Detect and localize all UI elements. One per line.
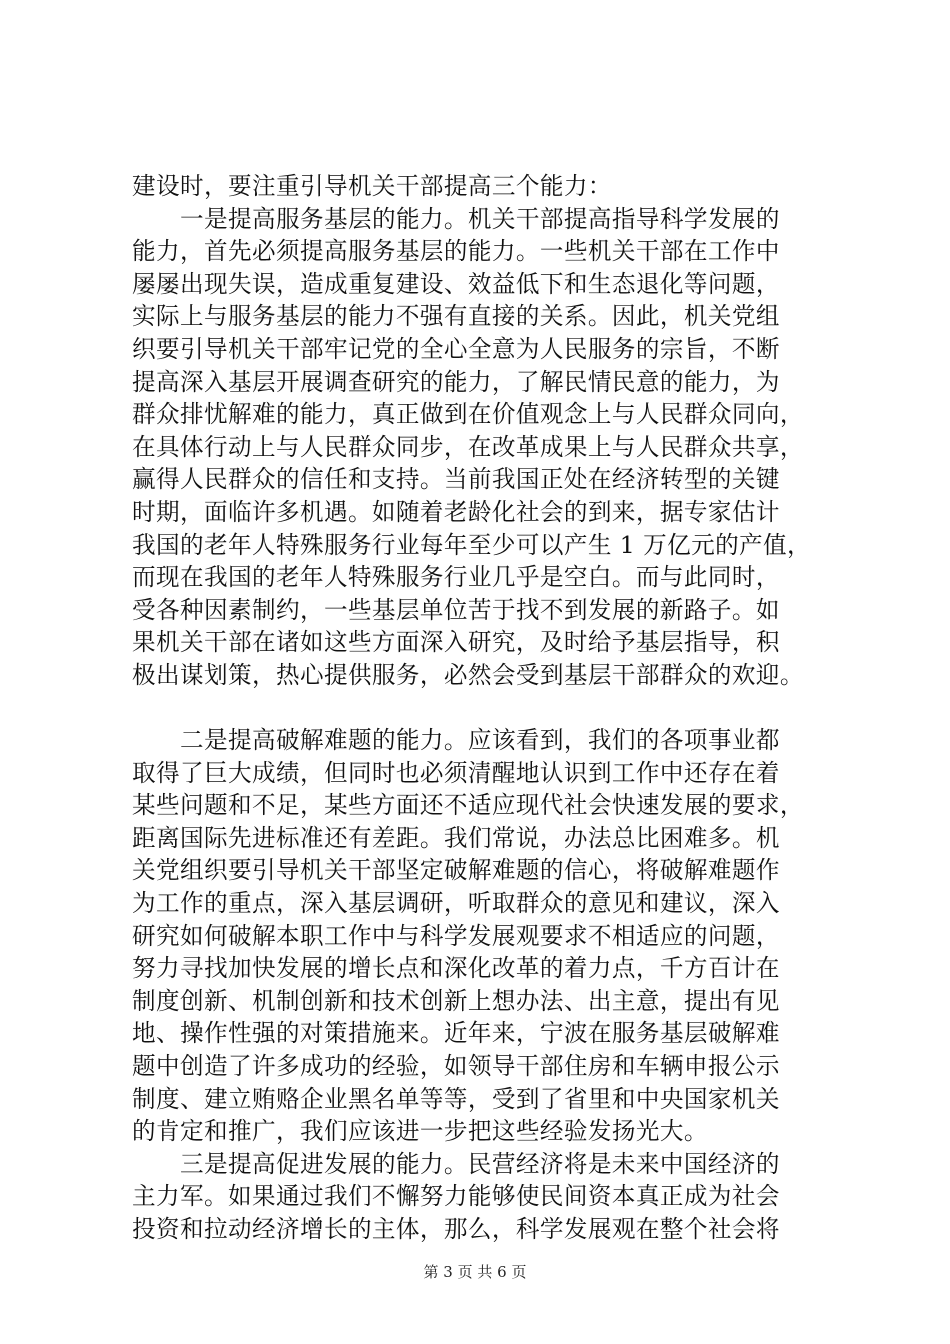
- text-line: 织要引导机关干部牢记党的全心全意为人民服务的宗旨，不断: [132, 334, 780, 363]
- text-line: 群众排忧解难的能力，真正做到在价值观念上与人民群众同向，: [132, 400, 804, 429]
- paragraph-gap: [132, 692, 832, 725]
- text-line: 三是提高促进发展的能力。民营经济将是未来中国经济的: [180, 1149, 780, 1178]
- text-line: 二是提高破解难题的能力。应该看到，我们的各项事业都: [180, 726, 780, 755]
- text-line: 的肯定和推广，我们应该进一步把这些经验发扬光大。: [132, 1117, 708, 1146]
- text-line: 提高深入基层开展调查研究的能力，了解民情民意的能力，为: [132, 367, 780, 396]
- text-line: 建设时，要注重引导机关干部提高三个能力：: [132, 172, 612, 200]
- document-body: [132, 170, 832, 1246]
- text-line: 一是提高服务基层的能力。机关干部提高指导科学发展的: [180, 204, 780, 233]
- text-line: 努力寻找加快发展的增长点和深化改革的着力点，千方百计在: [132, 954, 780, 983]
- text-line: 能力，首先必须提高服务基层的能力。一些机关干部在工作中: [132, 237, 780, 266]
- text-line: 某些问题和不足，某些方面还不适应现代社会快速发展的要求，: [132, 791, 804, 820]
- text-line: 而现在我国的老年人特殊服务行业几乎是空白。而与此同时，: [132, 563, 780, 592]
- text-line: 屡屡出现失误，造成重复建设、效益低下和生态退化等问题，: [132, 269, 780, 298]
- text-line: 主力军。如果通过我们不懈努力能够使民间资本真正成为社会: [132, 1182, 780, 1211]
- text-line: 受各种因素制约，一些基层单位苦于找不到发展的新路子。如: [132, 595, 780, 624]
- text-line: 在具体行动上与人民群众同步，在改革成果上与人民群众共享，: [132, 432, 804, 461]
- text-line: 制度、建立贿赂企业黑名单等等，受到了省里和中央国家机关: [132, 1084, 780, 1113]
- page-footer: 第 3 页 共 6 页: [423, 1263, 527, 1281]
- text-line: 赢得人民群众的信任和支持。当前我国正处在经济转型的关键: [132, 465, 780, 494]
- text-line: 为工作的重点，深入基层调研，听取群众的意见和建议，深入: [132, 889, 780, 918]
- text-line: 实际上与服务基层的能力不强有直接的关系。因此，机关党组: [132, 302, 780, 331]
- text-line: 研究如何破解本职工作中与科学发展观要求不相适应的问题，: [132, 921, 780, 950]
- text-line: 距离国际先进标准还有差距。我们常说，办法总比困难多。机: [132, 823, 780, 852]
- text-line: 果机关干部在诸如这些方面深入研究，及时给予基层指导，积: [132, 628, 780, 657]
- text-line: 关党组织要引导机关干部坚定破解难题的信心，将破解难题作: [132, 856, 780, 885]
- text-line: 时期，面临许多机遇。如随着老龄化社会的到来，据专家估计: [132, 497, 780, 526]
- text-line: 制度创新、机制创新和技术创新上想办法、出主意，提出有见: [132, 986, 780, 1015]
- text-line: 极出谋划策，热心提供服务，必然会受到基层干部群众的欢迎。: [132, 660, 804, 689]
- text-line: 取得了巨大成绩，但同时也必须清醒地认识到工作中还存在着: [132, 758, 780, 787]
- text-line: 地、操作性强的对策措施来。近年来，宁波在服务基层破解难: [132, 1019, 780, 1048]
- text-line: 投资和拉动经济增长的主体，那么，科学发展观在整个社会将: [132, 1215, 780, 1243]
- text-line: 我国的老年人特殊服务行业每年至少可以产生 1 万亿元的产值，: [132, 530, 812, 559]
- text-line: 题中创造了许多成功的经验，如领导干部住房和车辆申报公示: [132, 1052, 780, 1081]
